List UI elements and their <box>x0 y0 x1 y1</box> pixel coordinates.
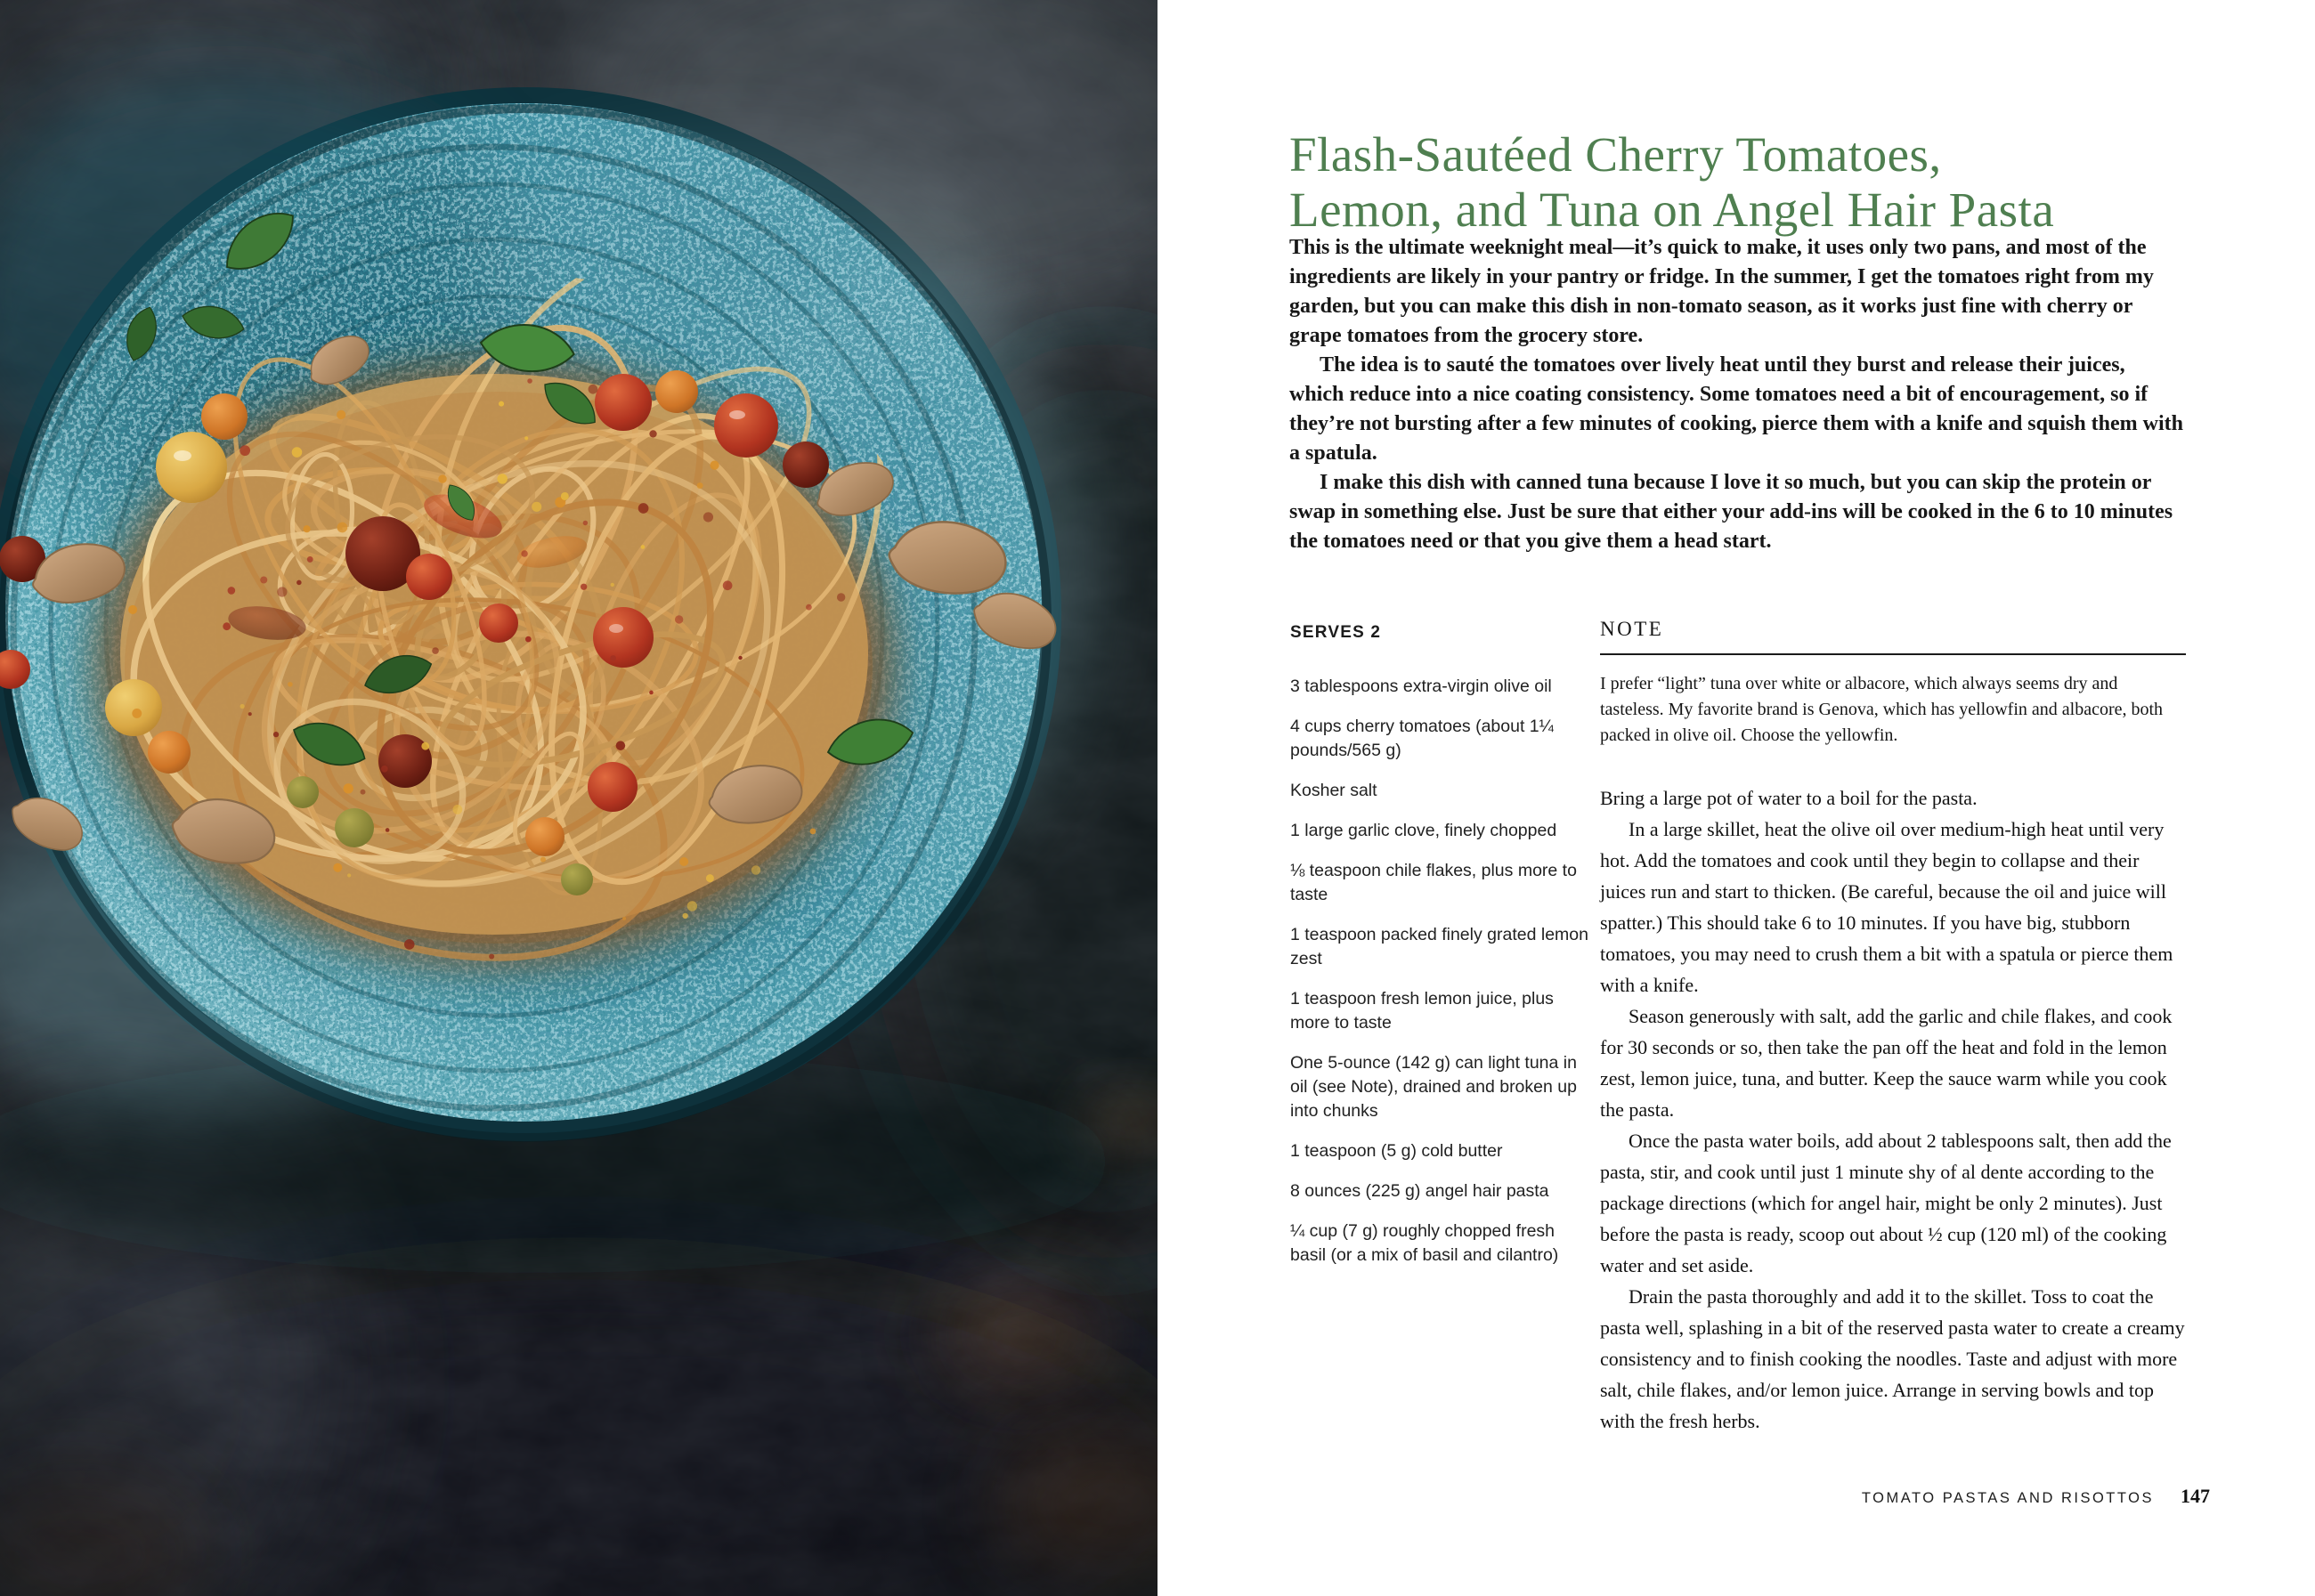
intro-paragraph: This is the ultimate weeknight meal—it’s quick to make, it uses only two pans, and most of the ingredients are likely in your pantry or fridge. In the summer, I get the tomatoes right from my garden, but you can make this dish in non-tomato season, as it works just fine with cherry or grape tomatoes from the grocery store. <box>1289 236 2154 347</box>
page-footer <box>1862 1485 2210 1508</box>
intro-paragraph: I make this dish with canned tuna because I love it so much, but you can skip the protein or swap in something else. Just be sure that either your add-ins will be cooked in the 6 to 10 minutes the tomatoes need or that you give them a head start. <box>1289 471 2173 553</box>
ingredient-item: 1 teaspoon packed finely grated lemon zest <box>1290 925 1588 968</box>
method-paragraph: Bring a large pot of water to a boil for the pasta. <box>1600 787 1978 809</box>
serves-label: SERVES 2 <box>1290 623 1382 642</box>
intro-paragraph: The idea is to sauté the tomatoes over lively heat until they burst and release their juices, which reduce into a nice coating consistency. Some tomatoes need a bit of encouragement, so if they’re not bursting after a few minutes of cooking, pierce them with a knife and squish them with a spatula. <box>1289 353 2184 465</box>
ingredient-item: Kosher salt <box>1290 781 1377 800</box>
method-paragraph: Season generously with salt, add the garlic and chile flakes, and cook for 30 seconds or so, then take the pan off the heat and fold in the lemon zest, lemon juice, tuna, and butter. Keep the sauce warm while you cook the pasta. <box>1600 1005 2173 1121</box>
recipe-title <box>1289 127 2233 238</box>
footer-section-label: TOMATO PASTAS AND RISOTTOS <box>1861 1490 2154 1506</box>
note-and-method-column <box>1600 618 2186 1437</box>
ingredient-item: 4 cups cherry tomatoes (about 1¼ pounds/565 g) <box>1290 717 1554 760</box>
note-body: I prefer “light” tuna over white or albacore, which always seems dry and tasteless. My favorite brand is Genova, which has yellowfin and albacore, both packed in olive oil. Choose the yellowfin. <box>1600 674 2164 745</box>
ingredient-item: 1 large garlic clove, finely chopped <box>1290 821 1557 840</box>
recipe-title-line2: Lemon, and Tuna on Angel Hair Pasta <box>1289 182 2055 237</box>
ingredient-item: 1 teaspoon (5 g) cold butter <box>1290 1141 1503 1161</box>
method-paragraph: Drain the pasta thoroughly and add it to the skillet. Toss to coat the pasta well, splashing in a bit of the reserved pasta water to create a creamy consistency and to finish cooking the noodles. Taste and adjust with more salt, chile flakes, and/or lemon juice. Arrange in serving bowls and top with the fresh herbs. <box>1600 1285 2185 1432</box>
ingredient-item: ⅛ teaspoon chile flakes, plus more to taste <box>1290 861 1577 904</box>
ingredient-item: One 5-ounce (142 g) can light tuna in oil (see Note), drained and broken up into chunks <box>1290 1053 1577 1121</box>
ingredient-item: 8 ounces (225 g) angel hair pasta <box>1290 1181 1549 1201</box>
method-paragraph: Once the pasta water boils, add about 2 tablespoons salt, then add the pasta, stir, and cook until just 1 minute shy of al dente according to the package directions (which for angel hair, might be only 2 minutes). Just before the pasta is ready, scoop out about ½ cup (120 ml) of the cooking water and set aside. <box>1600 1130 2172 1276</box>
note-heading: NOTE <box>1600 618 1664 640</box>
note-rule <box>1600 653 2186 655</box>
ingredients-column <box>1290 623 1591 1284</box>
recipe-intro <box>1289 233 2183 556</box>
method-steps <box>1600 782 2186 1437</box>
ingredient-item: 1 teaspoon fresh lemon juice, plus more to taste <box>1290 989 1554 1033</box>
method-paragraph: In a large skillet, heat the olive oil over medium-high heat until very hot. Add the tomatoes and cook until they begin to collapse and their juices run and start to thicken. (Be careful, because the oil and juice will spatter.) This should take 6 to 10 minutes. If you have big, stubborn tomatoes, you may need to crush them a bit with a spatula or pierce them with a knife. <box>1600 818 2173 996</box>
recipe-page <box>1158 0 2315 1596</box>
recipe-title-line1: Flash-Sautéed Cherry Tomatoes, <box>1289 126 1942 182</box>
ingredient-item: ¼ cup (7 g) roughly chopped fresh basil (or a mix of basil and cilantro) <box>1290 1221 1559 1265</box>
footer-page-number: 147 <box>2181 1485 2210 1507</box>
ingredient-item: 3 tablespoons extra-virgin olive oil <box>1290 676 1552 696</box>
